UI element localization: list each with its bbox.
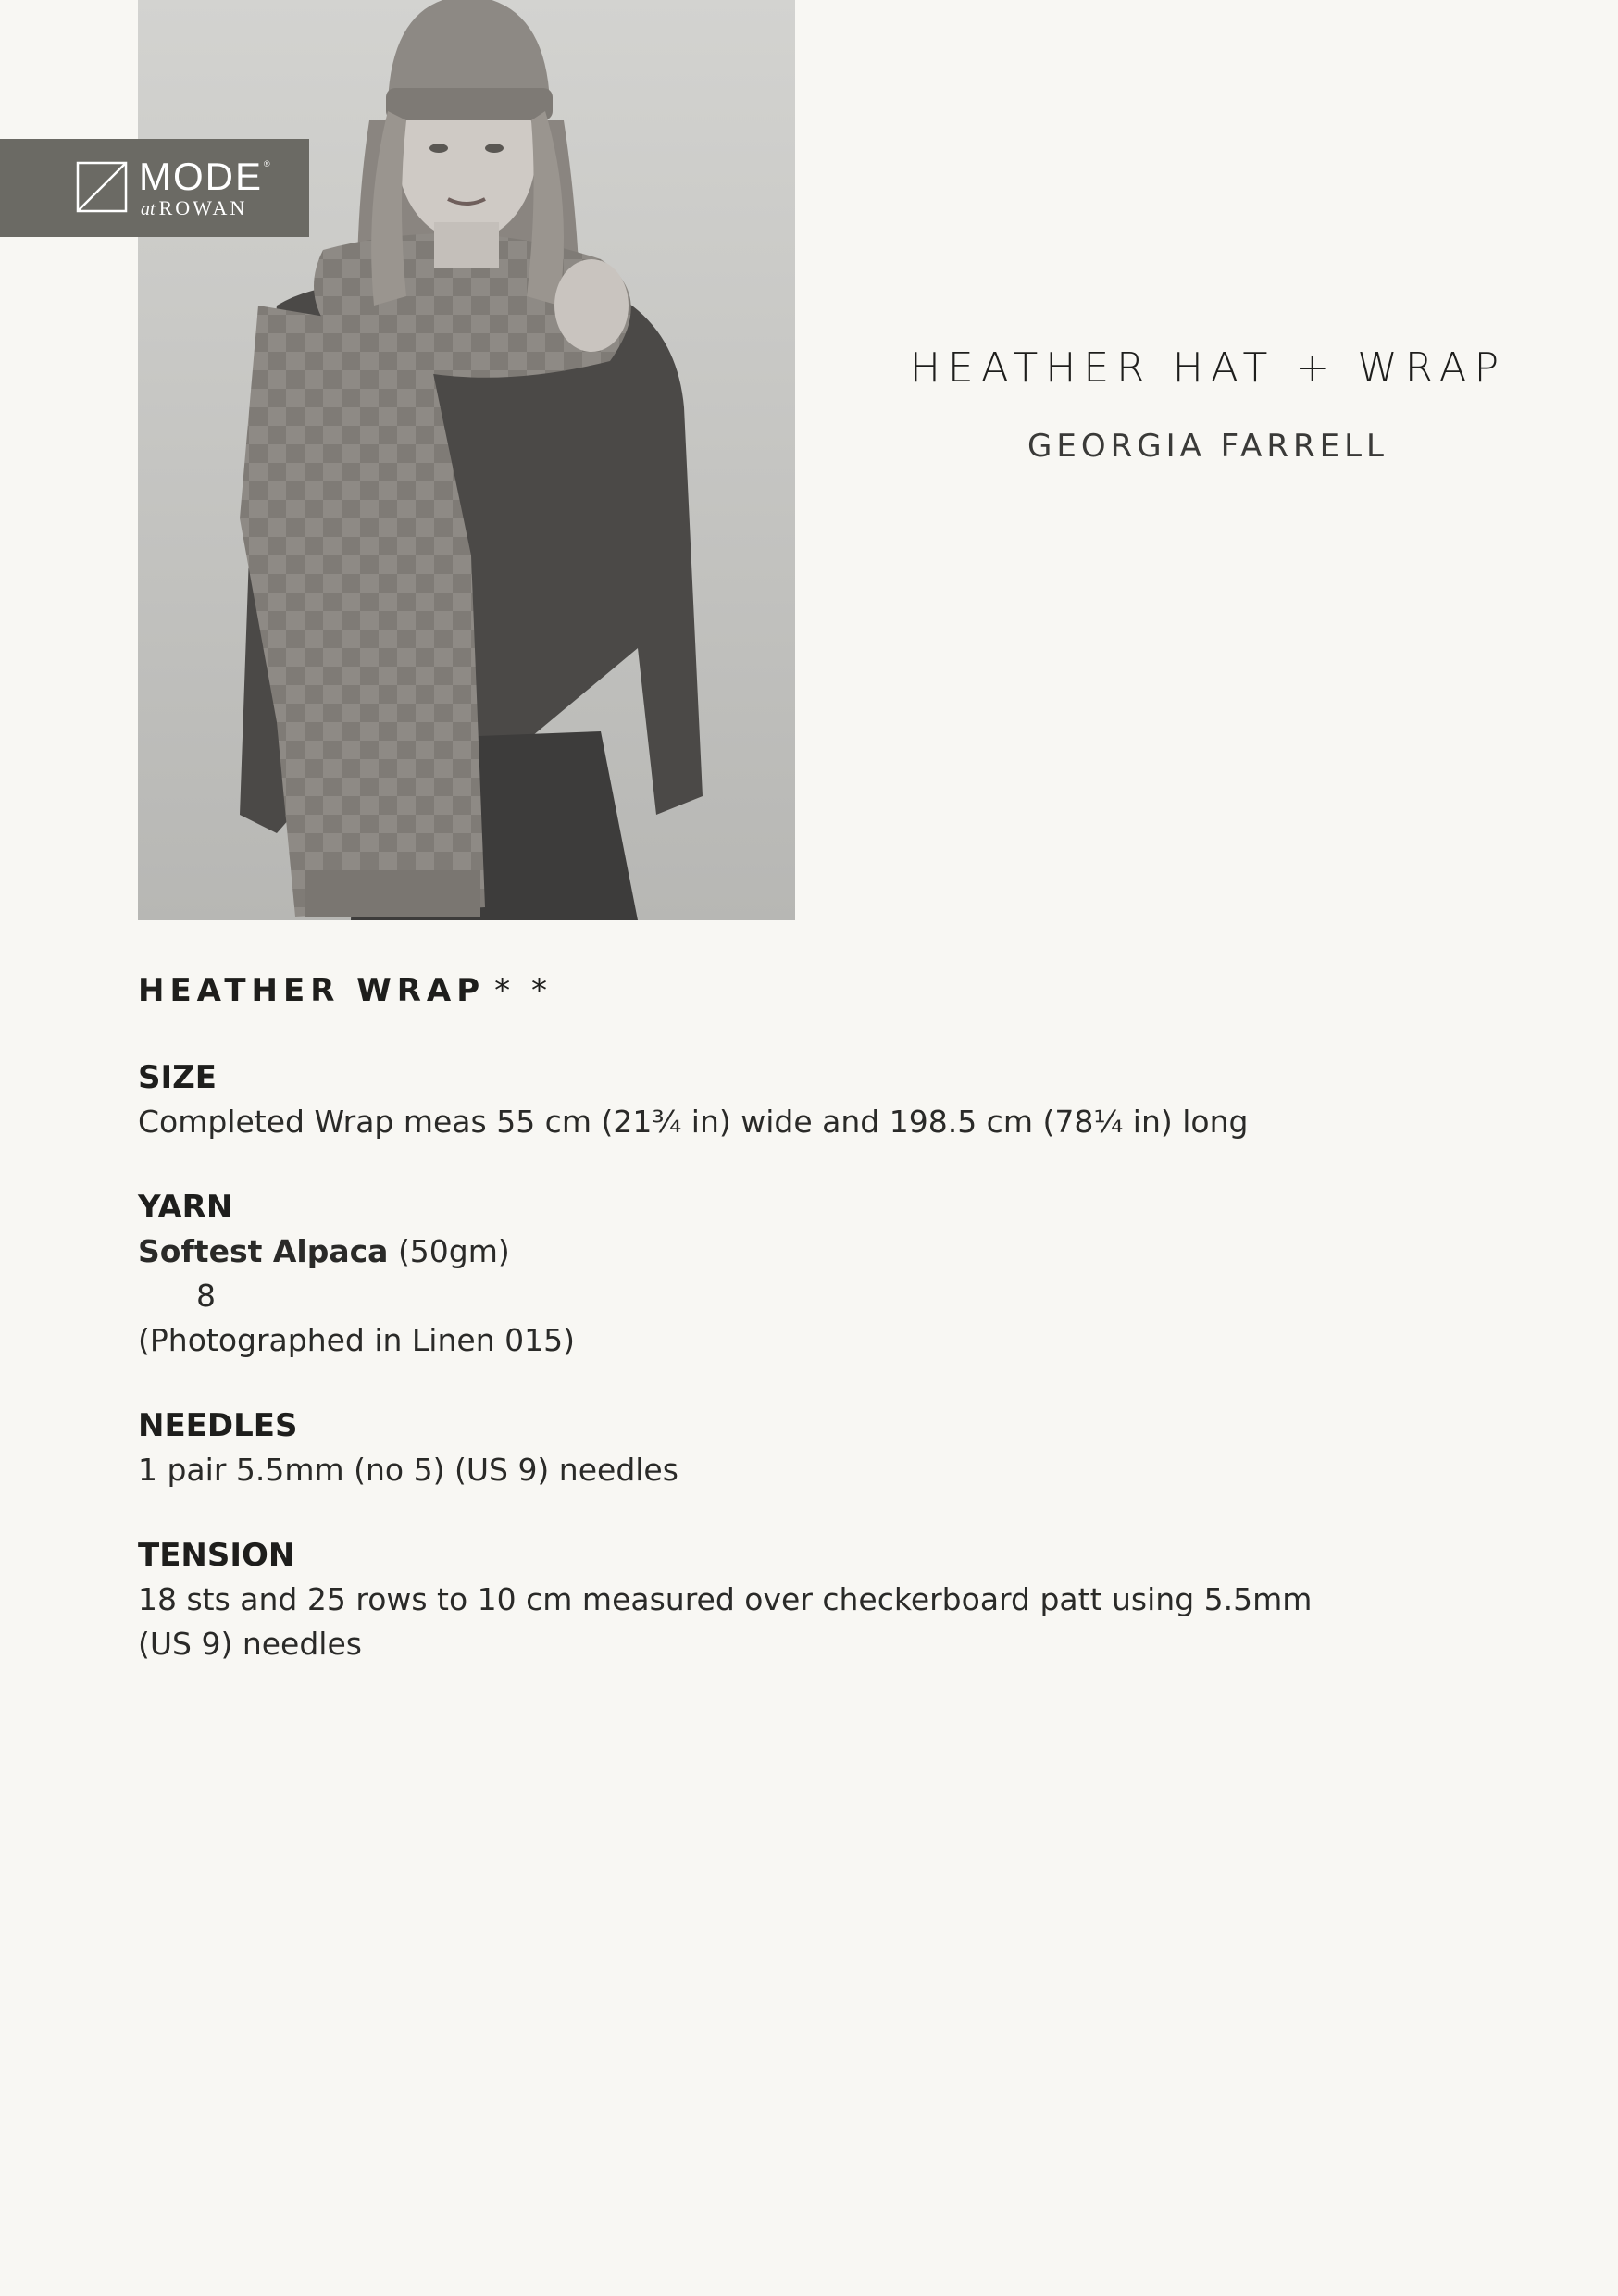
- mode-logo-icon: [76, 161, 128, 213]
- tension-section: [138, 1533, 1526, 1666]
- yarn-quantity: 8: [196, 1278, 216, 1314]
- logo-rowan: ROWAN: [158, 196, 248, 219]
- tension-line-1: 18 sts and 25 rows to 10 cm measured over checkerboard patt using 5.5mm: [138, 1581, 1313, 1617]
- logo-trademark: ®: [264, 159, 270, 168]
- difficulty-stars: * *: [494, 972, 553, 1009]
- yarn-photographed: (Photographed in Linen 015): [138, 1322, 575, 1358]
- page-title: HEATHER HAT + WRAP: [909, 344, 1507, 392]
- needles-section: [138, 1404, 1526, 1492]
- tension-heading: TENSION: [138, 1537, 295, 1574]
- designer-name: GEORGIA FARRELL: [1027, 428, 1388, 465]
- pattern-details: [138, 972, 1526, 1707]
- yarn-weight: (50gm): [397, 1233, 510, 1269]
- needles-heading: NEEDLES: [138, 1407, 298, 1444]
- logo-mode-text: MODE: [139, 155, 263, 198]
- tension-line-2: (US 9) needles: [138, 1626, 362, 1662]
- pattern-title: [138, 972, 1526, 1009]
- size-text: Completed Wrap meas 55 cm (21¾ in) wide and 198.5 cm (78¼ in) long: [138, 1104, 1249, 1140]
- needles-text: 1 pair 5.5mm (no 5) (US 9) needles: [138, 1452, 678, 1488]
- logo-subtitle: [141, 198, 247, 218]
- pattern-name: HEATHER WRAP: [138, 972, 486, 1009]
- size-heading: SIZE: [138, 1059, 218, 1096]
- yarn-section: [138, 1185, 1526, 1363]
- yarn-name-line: [138, 1229, 1526, 1274]
- yarn-heading: YARN: [138, 1189, 233, 1226]
- yarn-name: Softest Alpaca: [138, 1233, 389, 1269]
- logo-at: at: [141, 199, 156, 219]
- size-section: [138, 1055, 1526, 1144]
- brand-logo: [0, 139, 309, 237]
